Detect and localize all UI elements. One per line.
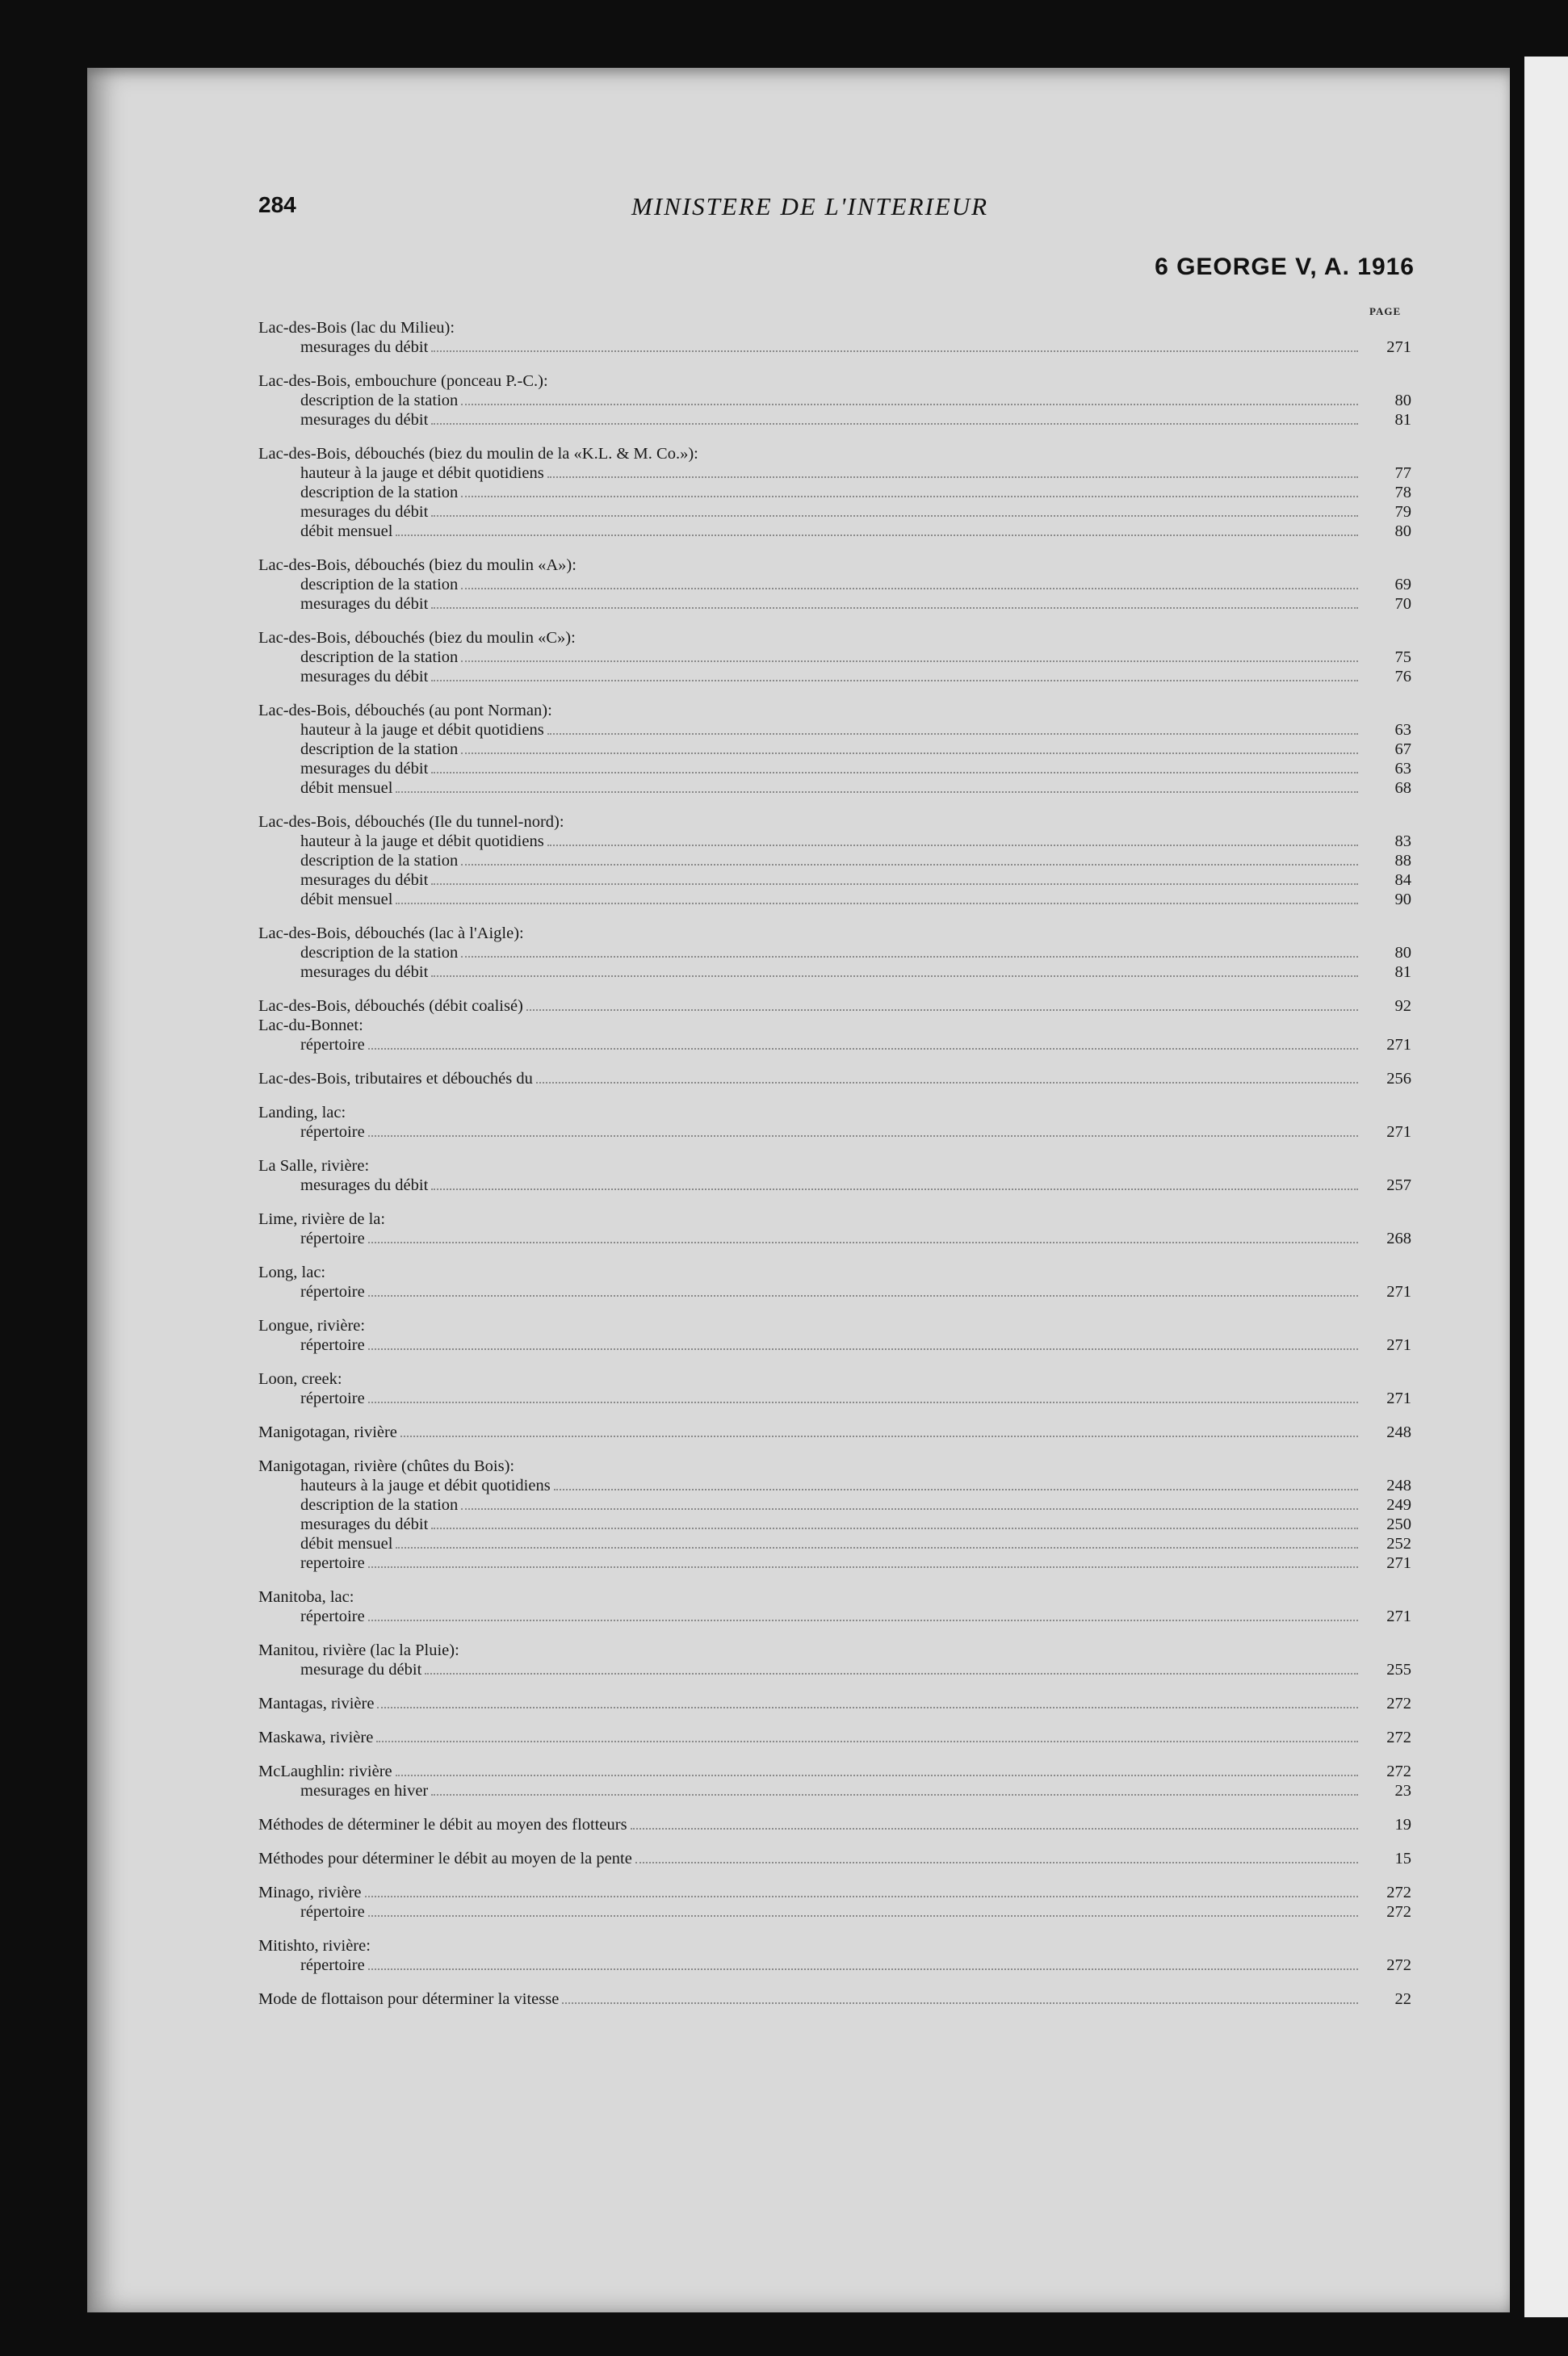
index-subentry bbox=[258, 720, 1411, 740]
entry-text: McLaughlin: rivière bbox=[258, 1763, 392, 1780]
entry-text: mesurages du débit bbox=[300, 760, 429, 778]
dot-leader bbox=[368, 1048, 1358, 1050]
page-reference: 271 bbox=[1386, 1390, 1411, 1407]
entry-text: mesurages en hiver bbox=[300, 1782, 429, 1800]
index-heading bbox=[258, 1587, 1411, 1607]
entry-text: Lac-des-Bois, débouchés (au pont Norman): bbox=[258, 702, 552, 719]
index-subentry bbox=[258, 1389, 1411, 1408]
index-subentry bbox=[258, 1956, 1411, 1975]
index-heading bbox=[258, 1762, 1411, 1781]
index-entry bbox=[258, 1883, 1411, 1922]
index-subentry bbox=[258, 1035, 1411, 1054]
page-header bbox=[171, 192, 1415, 280]
dot-leader bbox=[431, 607, 1358, 609]
dot-leader bbox=[400, 1436, 1358, 1437]
index-heading bbox=[258, 1849, 1411, 1868]
index-subentry bbox=[258, 1229, 1411, 1248]
entry-text: description de la station bbox=[300, 648, 459, 666]
index-entry bbox=[258, 701, 1411, 798]
dot-leader bbox=[368, 1968, 1358, 1970]
index-subentry bbox=[258, 778, 1411, 798]
index-subentry bbox=[258, 1495, 1411, 1515]
page-reference: 90 bbox=[1394, 891, 1411, 908]
index-heading bbox=[258, 628, 1411, 648]
page-reference: 271 bbox=[1386, 1554, 1411, 1572]
entry-text: répertoire bbox=[300, 1956, 365, 1974]
entry-text: Lac-des-Bois (lac du Milieu): bbox=[258, 319, 455, 337]
entry-text: hauteur à la jauge et débit quotidiens bbox=[300, 721, 544, 739]
dot-leader bbox=[396, 903, 1358, 904]
index-subentry bbox=[258, 759, 1411, 778]
index-entry bbox=[258, 444, 1411, 541]
entry-text: Lac-des-Bois, débouchés (lac à l'Aigle): bbox=[258, 924, 524, 942]
index-heading bbox=[258, 555, 1411, 575]
dot-leader bbox=[461, 864, 1358, 866]
index-heading bbox=[258, 1989, 1411, 2009]
dot-leader bbox=[377, 1707, 1358, 1708]
index-subentry bbox=[258, 1176, 1411, 1195]
entry-text: débit mensuel bbox=[300, 522, 393, 540]
dot-leader bbox=[431, 680, 1358, 681]
dot-leader bbox=[368, 1135, 1358, 1137]
page-number: 284 bbox=[258, 192, 296, 217]
entry-text: débit mensuel bbox=[300, 891, 393, 908]
page-reference: 22 bbox=[1394, 1990, 1411, 2008]
index-entry bbox=[258, 1263, 1411, 1302]
index-entry bbox=[258, 1694, 1411, 1713]
entry-text: Lac-des-Bois, embouchure (ponceau P.-C.): bbox=[258, 372, 548, 390]
entry-text: débit mensuel bbox=[300, 779, 393, 797]
page-reference: 255 bbox=[1386, 1661, 1411, 1679]
dot-leader bbox=[635, 1862, 1358, 1863]
dot-leader bbox=[368, 1402, 1358, 1403]
index-heading bbox=[258, 1263, 1411, 1282]
page-reference: 271 bbox=[1386, 1283, 1411, 1301]
page-reference: 92 bbox=[1394, 997, 1411, 1015]
entry-text: répertoire bbox=[300, 1123, 365, 1141]
index-subentry bbox=[258, 594, 1411, 614]
entry-text: mesurages du débit bbox=[300, 595, 429, 613]
dot-leader bbox=[536, 1082, 1358, 1084]
page-reference: 252 bbox=[1386, 1535, 1411, 1553]
entry-text: Lac-des-Bois, débouchés (biez du moulin de la «K.L. & M. Co.»): bbox=[258, 445, 698, 463]
page-reference: 80 bbox=[1394, 522, 1411, 540]
dot-leader bbox=[425, 1673, 1358, 1675]
entry-text: Lac-des-Bois, débouchés (débit coalisé) bbox=[258, 997, 523, 1015]
index-entry bbox=[258, 1936, 1411, 1975]
entry-text: débit mensuel bbox=[300, 1535, 393, 1553]
index-heading bbox=[258, 1457, 1411, 1476]
page-reference: 272 bbox=[1386, 1763, 1411, 1780]
entry-text: répertoire bbox=[300, 1036, 365, 1054]
entry-text: Maskawa, rivière bbox=[258, 1729, 374, 1746]
index-heading bbox=[258, 1316, 1411, 1335]
entry-text: description de la station bbox=[300, 852, 459, 870]
index-entry bbox=[258, 1423, 1411, 1442]
entry-text: mesurages du débit bbox=[300, 1515, 429, 1533]
page-reference: 15 bbox=[1394, 1850, 1411, 1868]
entry-text: description de la station bbox=[300, 484, 459, 501]
entry-text: Mode de flottaison pour déterminer la vitesse bbox=[258, 1990, 560, 2008]
index-entry bbox=[258, 1849, 1411, 1868]
entry-text: mesurages du débit bbox=[300, 338, 429, 356]
dot-leader bbox=[376, 1741, 1358, 1742]
page-reference: 70 bbox=[1394, 595, 1411, 613]
index-entry bbox=[258, 1156, 1411, 1195]
entry-text: répertoire bbox=[300, 1608, 365, 1625]
entry-text: répertoire bbox=[300, 1390, 365, 1407]
running-title: MINISTERE DE L'INTERIEUR bbox=[631, 192, 989, 220]
dot-leader bbox=[431, 975, 1358, 977]
index-subentry bbox=[258, 667, 1411, 686]
dot-leader bbox=[365, 1896, 1358, 1897]
entry-text: mesurages du débit bbox=[300, 503, 429, 521]
dot-leader bbox=[631, 1828, 1358, 1830]
index-subentry bbox=[258, 410, 1411, 430]
index-heading bbox=[258, 1694, 1411, 1713]
page-reference: 257 bbox=[1386, 1176, 1411, 1194]
index-subentry bbox=[258, 890, 1411, 909]
page-reference: 67 bbox=[1394, 740, 1411, 758]
entry-text: description de la station bbox=[300, 740, 459, 758]
dot-leader bbox=[526, 1009, 1358, 1011]
index-subentry bbox=[258, 1476, 1411, 1495]
entry-text: Lac-des-Bois, débouchés (biez du moulin «A»): bbox=[258, 556, 576, 574]
dot-leader bbox=[461, 752, 1358, 754]
page-reference: 272 bbox=[1386, 1956, 1411, 1974]
page-reference: 63 bbox=[1394, 721, 1411, 739]
index-subentry bbox=[258, 832, 1411, 851]
dot-leader bbox=[431, 772, 1358, 773]
index-subentry bbox=[258, 1902, 1411, 1922]
entry-text: hauteurs à la jauge et débit quotidiens bbox=[300, 1477, 551, 1495]
page-reference: 88 bbox=[1394, 852, 1411, 870]
dot-leader bbox=[396, 1547, 1358, 1549]
dot-leader bbox=[547, 476, 1358, 478]
index-subentry bbox=[258, 943, 1411, 962]
entry-text: description de la station bbox=[300, 392, 459, 409]
entry-text: description de la station bbox=[300, 576, 459, 593]
entry-text: répertoire bbox=[300, 1903, 365, 1921]
page-reference: 78 bbox=[1394, 484, 1411, 501]
page-reference: 75 bbox=[1394, 648, 1411, 666]
index-heading bbox=[258, 1156, 1411, 1176]
index-list bbox=[258, 318, 1411, 2009]
index-heading bbox=[258, 1728, 1411, 1747]
dot-leader bbox=[368, 1242, 1358, 1243]
index-heading bbox=[258, 1936, 1411, 1956]
index-heading bbox=[258, 1423, 1411, 1442]
entry-text: description de la station bbox=[300, 1496, 459, 1514]
index-heading bbox=[258, 1103, 1411, 1122]
page-reference: 80 bbox=[1394, 944, 1411, 962]
page-reference: 271 bbox=[1386, 338, 1411, 356]
page-reference: 69 bbox=[1394, 576, 1411, 593]
index-entry bbox=[258, 996, 1411, 1054]
page-reference: 76 bbox=[1394, 668, 1411, 685]
entry-text: répertoire bbox=[300, 1230, 365, 1247]
page-reference: 68 bbox=[1394, 779, 1411, 797]
dot-leader bbox=[461, 956, 1358, 958]
dot-leader bbox=[461, 404, 1358, 405]
index-entry bbox=[258, 924, 1411, 982]
page-reference: 19 bbox=[1394, 1816, 1411, 1834]
index-subentry bbox=[258, 575, 1411, 594]
dot-leader bbox=[368, 1295, 1358, 1297]
entry-text: hauteur à la jauge et débit quotidiens bbox=[300, 464, 544, 482]
entry-text: Minago, rivière bbox=[258, 1884, 362, 1901]
page-reference: 272 bbox=[1386, 1903, 1411, 1921]
dot-leader bbox=[547, 733, 1358, 735]
page-reference: 248 bbox=[1386, 1477, 1411, 1495]
index-subentry bbox=[258, 1660, 1411, 1679]
dot-leader bbox=[431, 423, 1358, 425]
page-reference: 63 bbox=[1394, 760, 1411, 778]
dot-leader bbox=[562, 2002, 1358, 2004]
index-entry bbox=[258, 628, 1411, 686]
adjacent-page-edge bbox=[1524, 57, 1568, 2317]
entry-text: repertoire bbox=[300, 1554, 365, 1572]
index-subentry bbox=[258, 463, 1411, 483]
index-heading bbox=[258, 701, 1411, 720]
dot-leader bbox=[554, 1489, 1358, 1490]
page-reference: 256 bbox=[1386, 1070, 1411, 1088]
dot-leader bbox=[368, 1915, 1358, 1917]
index-entry bbox=[258, 1103, 1411, 1142]
page-reference: 23 bbox=[1394, 1782, 1411, 1800]
dot-leader bbox=[368, 1348, 1358, 1350]
page-reference: 248 bbox=[1386, 1423, 1411, 1441]
index-subentry bbox=[258, 483, 1411, 502]
index-entry bbox=[258, 1369, 1411, 1408]
page-reference: 250 bbox=[1386, 1515, 1411, 1533]
index-heading bbox=[258, 444, 1411, 463]
entry-text: Lac-du-Bonnet: bbox=[258, 1017, 363, 1034]
index-entry bbox=[258, 1989, 1411, 2009]
index-subentry bbox=[258, 522, 1411, 541]
index-entry bbox=[258, 1457, 1411, 1573]
index-subentry bbox=[258, 1781, 1411, 1801]
index-heading bbox=[258, 1069, 1411, 1088]
dot-leader bbox=[396, 1775, 1358, 1776]
dot-leader bbox=[461, 660, 1358, 662]
entry-text: Manigotagan, rivière (chûtes du Bois): bbox=[258, 1457, 515, 1475]
page-reference: 77 bbox=[1394, 464, 1411, 482]
index-entry bbox=[258, 1316, 1411, 1355]
dot-leader bbox=[431, 1794, 1358, 1796]
index-subentry bbox=[258, 1122, 1411, 1142]
entry-text: mesurages du débit bbox=[300, 668, 429, 685]
page-reference: 271 bbox=[1386, 1123, 1411, 1141]
dot-leader bbox=[461, 496, 1358, 497]
index-heading bbox=[258, 1369, 1411, 1389]
entry-text: Longue, rivière: bbox=[258, 1317, 366, 1335]
index-heading bbox=[258, 812, 1411, 832]
dot-leader bbox=[431, 350, 1358, 352]
entry-text: mesurages du débit bbox=[300, 963, 429, 981]
index-heading bbox=[258, 1209, 1411, 1229]
entry-text: Lac-des-Bois, débouchés (Ile du tunnel-nord): bbox=[258, 813, 564, 831]
index-subentry bbox=[258, 870, 1411, 890]
index-subentry bbox=[258, 1553, 1411, 1573]
page-reference: 272 bbox=[1386, 1729, 1411, 1746]
index-subentry bbox=[258, 740, 1411, 759]
index-entry bbox=[258, 1587, 1411, 1626]
index-entry bbox=[258, 1762, 1411, 1801]
dot-leader bbox=[396, 791, 1358, 793]
dot-leader bbox=[547, 845, 1358, 846]
index-subentry bbox=[258, 1607, 1411, 1626]
entry-text: Mantagas, rivière bbox=[258, 1695, 375, 1713]
index-subentry bbox=[258, 337, 1411, 357]
dot-leader bbox=[431, 883, 1358, 885]
index-entry bbox=[258, 812, 1411, 909]
index-subentry bbox=[258, 962, 1411, 982]
dot-leader bbox=[461, 588, 1358, 589]
index-heading bbox=[258, 1641, 1411, 1660]
entry-text: Landing, lac: bbox=[258, 1104, 346, 1121]
page-reference: 271 bbox=[1386, 1336, 1411, 1354]
entry-text: Lime, rivière de la: bbox=[258, 1210, 386, 1228]
entry-text: Manigotagan, rivière bbox=[258, 1423, 397, 1441]
index-heading bbox=[258, 318, 1411, 337]
page-reference: 81 bbox=[1394, 411, 1411, 429]
entry-text: mesurage du débit bbox=[300, 1661, 422, 1679]
page-reference: 80 bbox=[1394, 392, 1411, 409]
dot-leader bbox=[431, 515, 1358, 517]
session-designation: 6 GEORGE V, A. 1916 bbox=[1155, 254, 1415, 280]
dot-leader bbox=[431, 1188, 1358, 1190]
index-subentry bbox=[258, 851, 1411, 870]
dot-leader bbox=[396, 535, 1358, 536]
entry-text: mesurages du débit bbox=[300, 871, 429, 889]
dot-leader bbox=[431, 1528, 1358, 1529]
entry-text: hauteur à la jauge et débit quotidiens bbox=[300, 832, 544, 850]
page-reference: 272 bbox=[1386, 1884, 1411, 1901]
index-entry bbox=[258, 1209, 1411, 1248]
entry-text: Long, lac: bbox=[258, 1264, 326, 1281]
entry-text: description de la station bbox=[300, 944, 459, 962]
entry-text: répertoire bbox=[300, 1336, 365, 1354]
page-reference: 271 bbox=[1386, 1036, 1411, 1054]
index-entry bbox=[258, 318, 1411, 357]
index-heading bbox=[258, 371, 1411, 391]
page-reference: 268 bbox=[1386, 1230, 1411, 1247]
dot-leader bbox=[461, 1508, 1358, 1510]
index-subentry bbox=[258, 502, 1411, 522]
index-entry bbox=[258, 1641, 1411, 1679]
index-heading bbox=[258, 1815, 1411, 1834]
entry-text: Lac-des-Bois, tributaires et débouchés du bbox=[258, 1070, 533, 1088]
dot-leader bbox=[368, 1566, 1358, 1568]
index-subentry bbox=[258, 1282, 1411, 1302]
entry-text: La Salle, rivière: bbox=[258, 1157, 370, 1175]
entry-text: Lac-des-Bois, débouchés (biez du moulin «C»): bbox=[258, 629, 576, 647]
entry-text: Mitishto, rivière: bbox=[258, 1937, 371, 1955]
entry-text: Manitou, rivière (lac la Pluie): bbox=[258, 1641, 459, 1659]
page-reference: 249 bbox=[1386, 1496, 1411, 1514]
index-entry bbox=[258, 1815, 1411, 1834]
page-reference: 81 bbox=[1394, 963, 1411, 981]
page-reference: 83 bbox=[1394, 832, 1411, 850]
index-heading bbox=[258, 924, 1411, 943]
index-entry bbox=[258, 555, 1411, 614]
index-entry bbox=[258, 1069, 1411, 1088]
page-reference: 272 bbox=[1386, 1695, 1411, 1713]
index-entry bbox=[258, 371, 1411, 430]
index-subentry bbox=[258, 1515, 1411, 1534]
entry-text: Manitoba, lac: bbox=[258, 1588, 354, 1606]
index-heading bbox=[258, 1016, 1411, 1035]
index-entry bbox=[258, 1728, 1411, 1747]
entry-text: répertoire bbox=[300, 1283, 365, 1301]
dot-leader bbox=[368, 1620, 1358, 1621]
index-heading bbox=[258, 1883, 1411, 1902]
entry-text: Méthodes de déterminer le débit au moyen des flotteurs bbox=[258, 1816, 627, 1834]
index-subentry bbox=[258, 1335, 1411, 1355]
entry-text: mesurages du débit bbox=[300, 411, 429, 429]
entry-text: mesurages du débit bbox=[300, 1176, 429, 1194]
entry-text: Méthodes pour déterminer le débit au moyen de la pente bbox=[258, 1850, 632, 1868]
page-column-label: PAGE bbox=[1369, 305, 1402, 317]
index-subentry bbox=[258, 648, 1411, 667]
page-reference: 271 bbox=[1386, 1608, 1411, 1625]
index-heading bbox=[258, 996, 1411, 1016]
page-reference: 84 bbox=[1394, 871, 1411, 889]
index-subentry bbox=[258, 391, 1411, 410]
entry-text: Loon, creek: bbox=[258, 1370, 342, 1388]
page-reference: 79 bbox=[1394, 503, 1411, 521]
index-subentry bbox=[258, 1534, 1411, 1553]
